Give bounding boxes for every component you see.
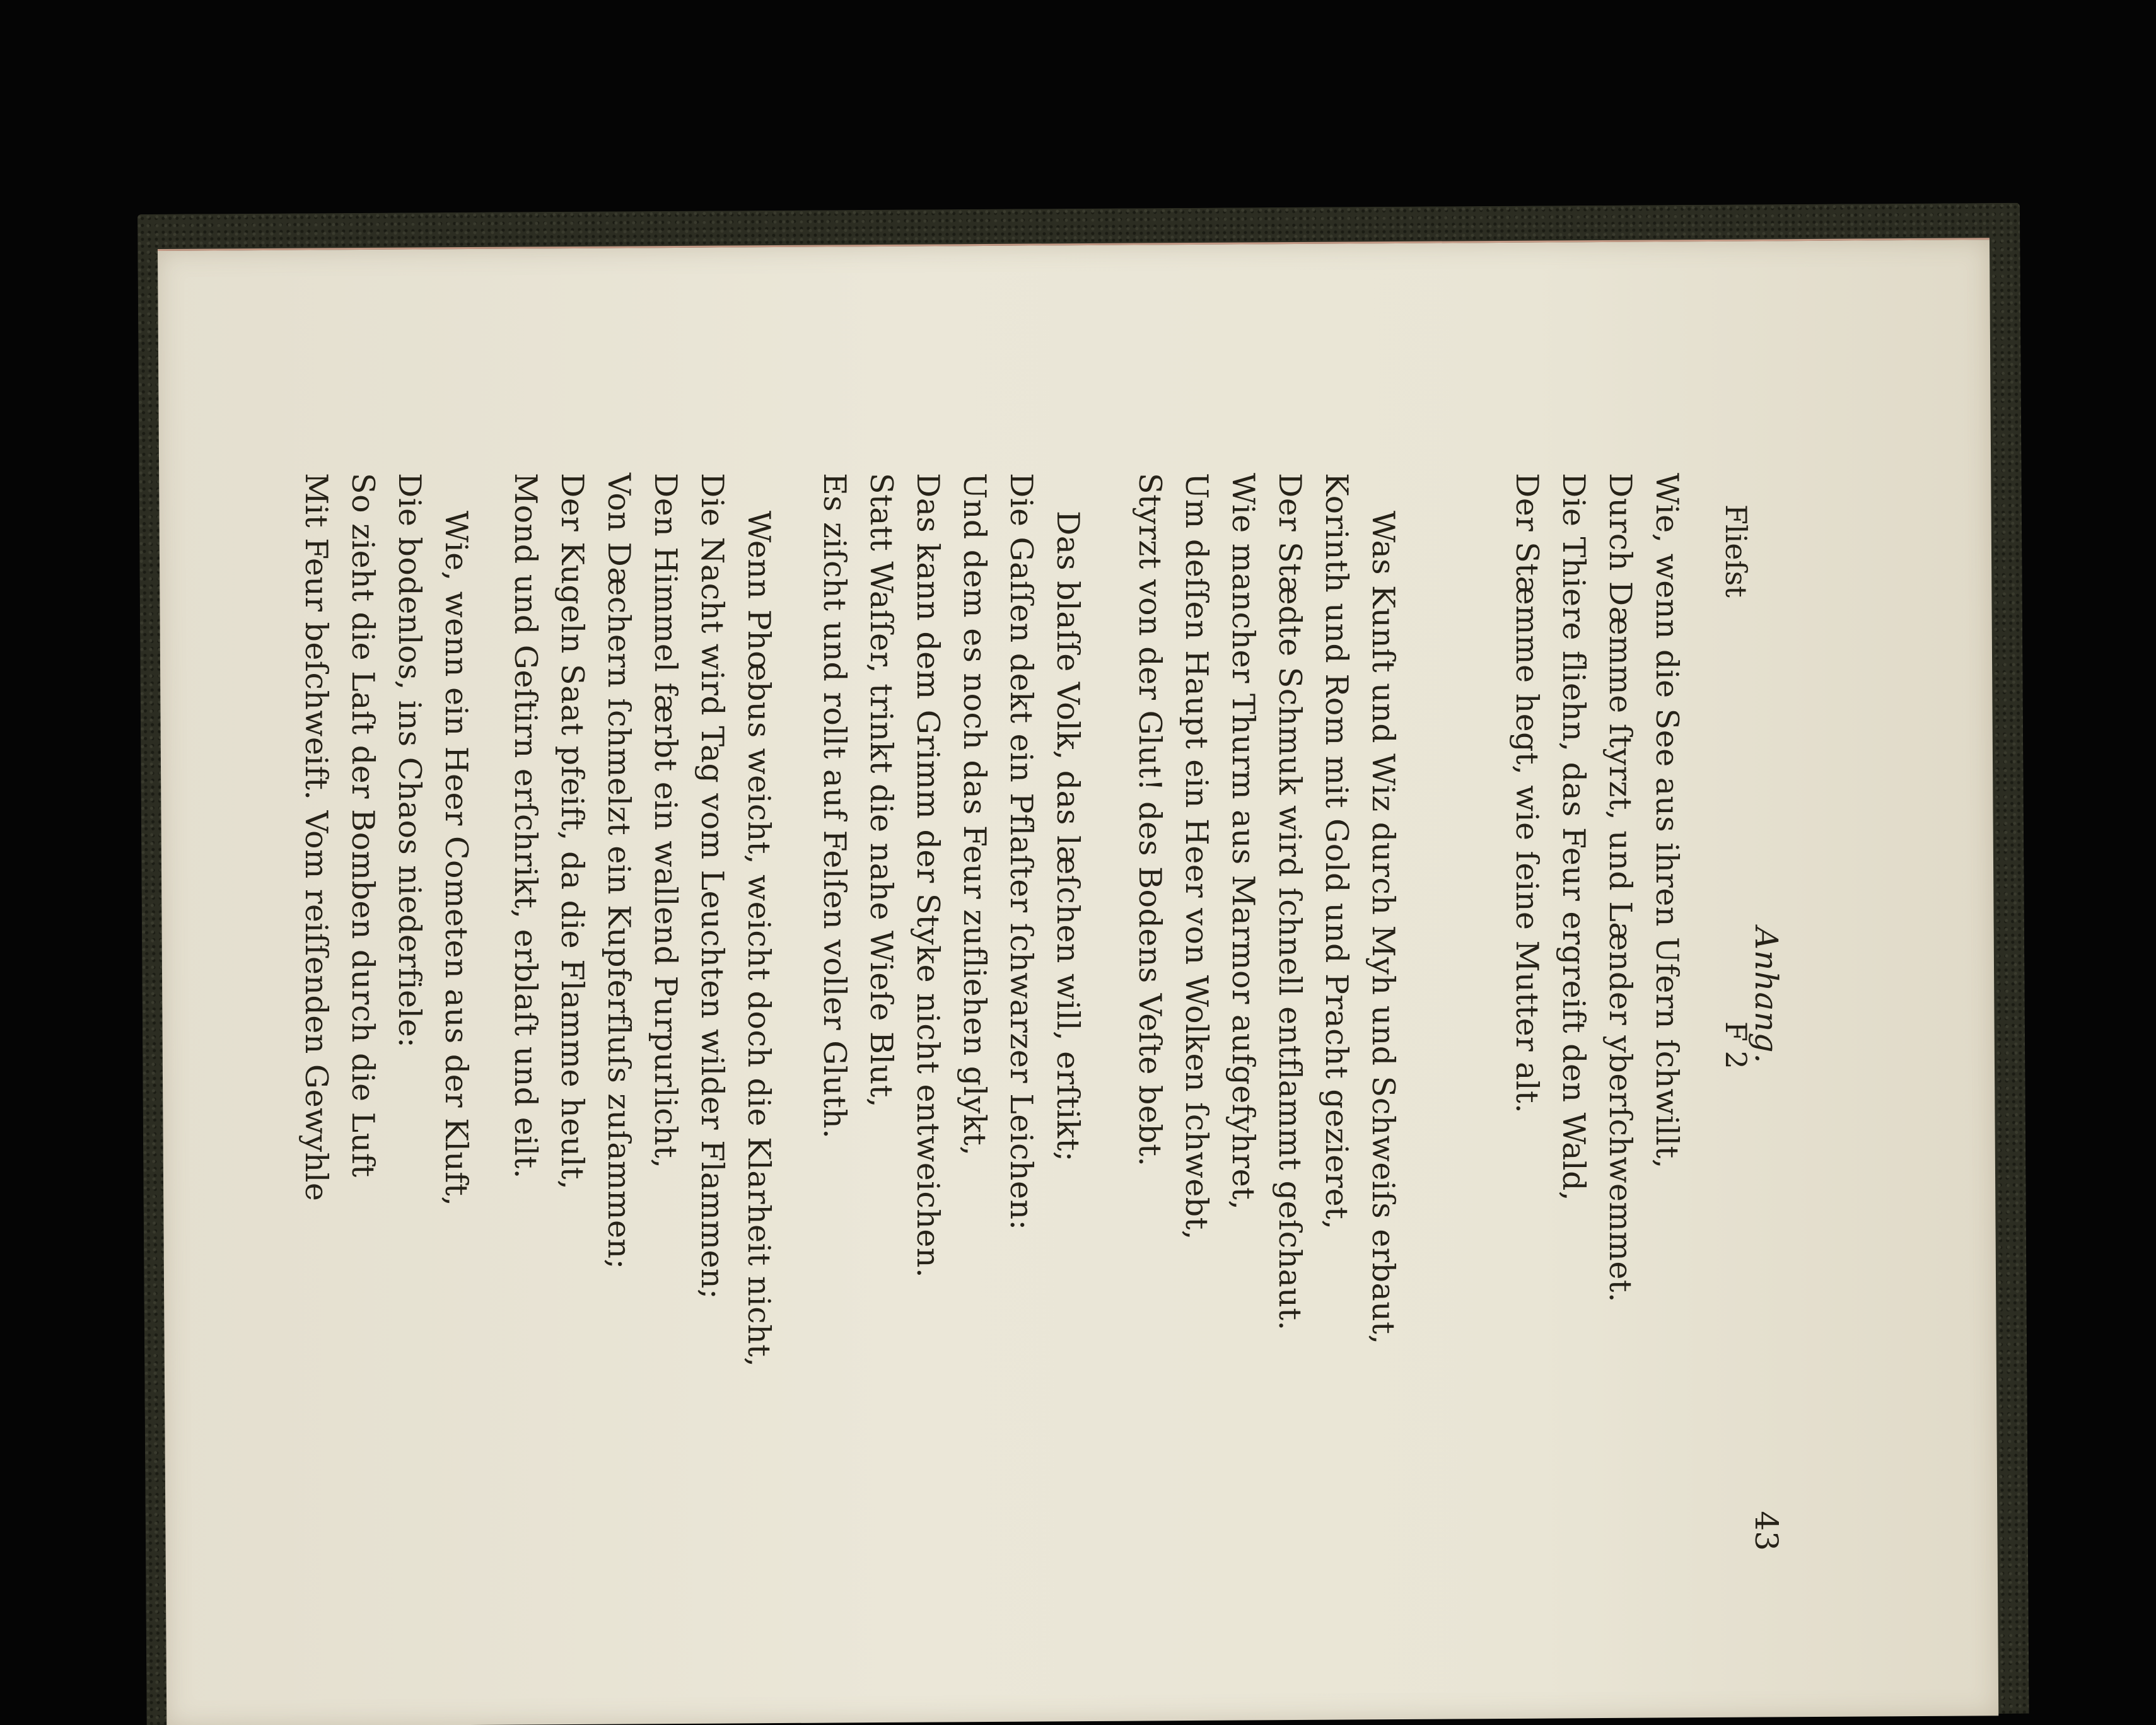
- page-number: 43: [1748, 1511, 1785, 1551]
- verse-line: Die Thiere fliehn, das Feur ergreift den Wald,: [1556, 473, 1592, 1202]
- verse-line: Mit Feur beſchweift. Vom reiſſenden Gewyhle: [298, 473, 334, 1202]
- verse-line: Styrzt von der Glut! des Bodens Veſte bebt.: [1132, 473, 1168, 1167]
- page-footer: [1627, 504, 1753, 1576]
- verse-line: Die Gaſſen dekt ein Pflaſter ſchwarzer Leichen:: [1003, 473, 1039, 1231]
- verse-line: Wenn Phœbus weicht, weicht doch die Klarheit nicht,: [741, 511, 777, 1368]
- page-text-block: [298, 473, 1785, 1608]
- verse-line: Den Himmel færbt ein wallend Purpurlicht,: [648, 473, 684, 1169]
- verse-line: Wie, wenn ein Heer Cometen aus der Kluft,: [438, 511, 474, 1207]
- verse-line: Das kann dem Grimm der Styke nicht entweichen.: [910, 473, 946, 1279]
- verse-line: So zieht die Laſt der Bomben durch die Luft: [345, 473, 381, 1178]
- verse-line: Der Stædte Schmuk wird ſchnell entflammt geſchaut.: [1272, 473, 1308, 1331]
- verse-line: Mond und Geſtirn erſchrikt, erblaſt und eilt.: [508, 473, 544, 1179]
- verse-line: Statt Waſſer, trinkt die nahe Wieſe Blut,: [863, 473, 899, 1108]
- verse-line: Und dem es noch das Feur zufliehen glykt,: [957, 473, 993, 1156]
- verse-line: Von Dæchern ſchmelzt ein Kupferfluſs zuſammen;: [601, 473, 637, 1270]
- stanza-4: [502, 473, 782, 1671]
- verse-line: Wie, wenn die See aus ihren Ufern ſchwillt,: [1649, 473, 1685, 1169]
- verse-line: Es ziſcht und rollt auf Felſen voller Gluth.: [817, 473, 853, 1139]
- verse-line: Der Kugeln Saat pfeift, da die Flamme heult,: [554, 473, 590, 1190]
- catchword: Flieſst: [1719, 504, 1753, 598]
- verse-line: Was Kunſt und Wiz durch Myh und Schweiſs erbaut,: [1365, 511, 1401, 1345]
- verse-line: Durch Dæmme ſtyrzt, und Lænder yberſchwemmet.: [1602, 473, 1638, 1303]
- verse-line: Die Nacht wird Tag vom Leuchten wilder Flammen;: [694, 473, 730, 1300]
- signature-mark: F 2: [1719, 1021, 1753, 1069]
- stanza-2: [1126, 473, 1406, 1671]
- verse-line: Korinth und Rom mit Gold und Pracht gezieret,: [1319, 473, 1355, 1230]
- stanza-5: [293, 473, 479, 1671]
- verse-line: Die bodenlos, ins Chaos niederfiele:: [392, 473, 428, 1048]
- verse-line: Das blaſſe Volk, das læſchen will, erſtikt;: [1050, 511, 1086, 1162]
- running-head: Anhang.: [1748, 927, 1785, 1064]
- verse-line: Der Stæmme hegt, wie ſeine Mutter alt.: [1509, 473, 1545, 1114]
- verse-line: Wie mancher Thurm aus Marmor aufgefyhret,: [1225, 473, 1261, 1211]
- stanza-3: [811, 473, 1091, 1671]
- verse-line: Um deſſen Haupt ein Heer von Wolken ſchwebt,: [1179, 473, 1215, 1240]
